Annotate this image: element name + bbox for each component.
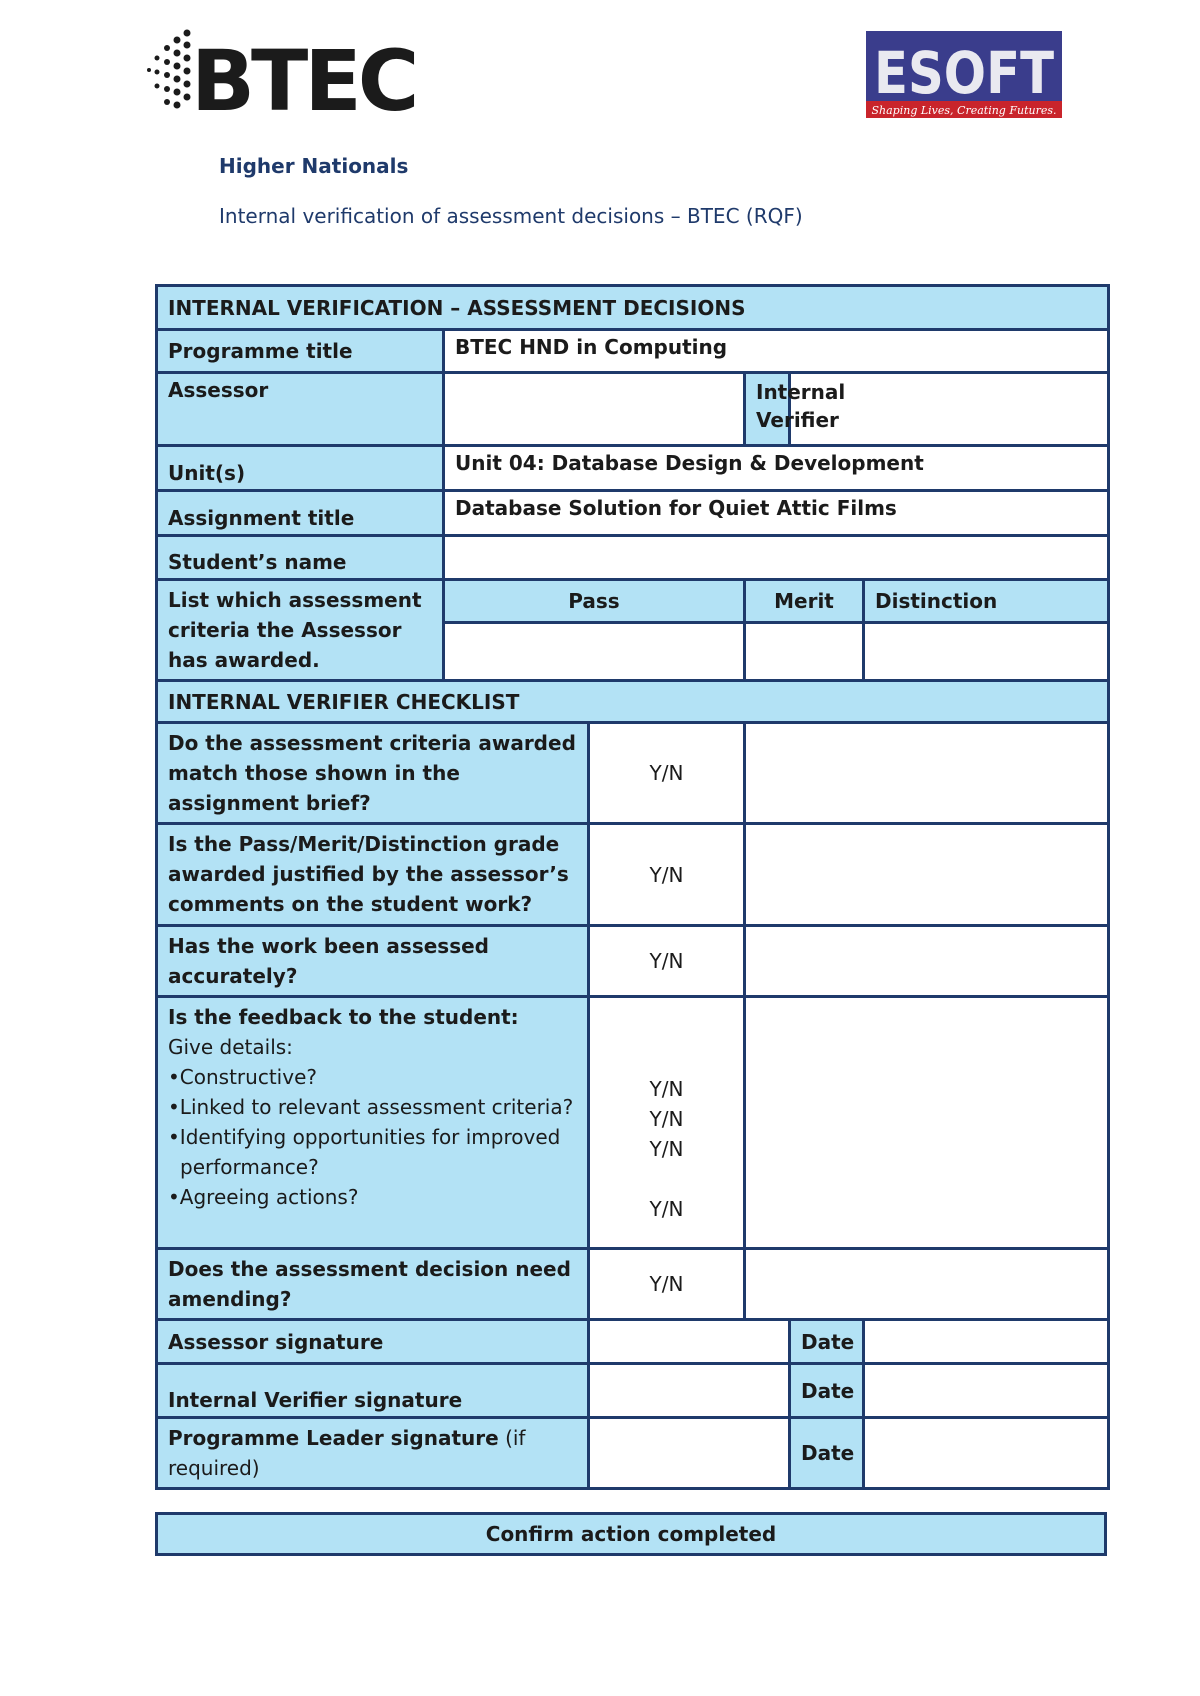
student-name-field[interactable]: [444, 536, 1109, 580]
assessor-label: Assessor: [157, 373, 444, 446]
checklist-q4: [157, 997, 589, 1249]
assignment-title-label: Assignment title: [157, 491, 444, 536]
programme-leader-signature-text: Programme Leader signature: [168, 1426, 499, 1450]
confirm-action-completed[interactable]: Confirm action completed: [155, 1512, 1107, 1556]
checklist-q3-yn[interactable]: Y/N: [589, 926, 745, 997]
distinction-criteria-field[interactable]: [864, 623, 1109, 681]
checklist-q2: Is the Pass/Merit/Distinction grade awarded justified by the assessor’s comments on the student work?: [157, 824, 589, 926]
checklist-q3: Has the work been assessed accurately?: [157, 926, 589, 997]
esoft-logo-text: ESOFT: [874, 39, 1055, 107]
assessor-field[interactable]: [444, 373, 745, 446]
programme-leader-signature-field[interactable]: [589, 1418, 790, 1489]
programme-leader-signature-note: (if required): [168, 1426, 526, 1480]
checklist-q4-yn-constructive[interactable]: Y/N: [649, 1077, 684, 1101]
internal-verifier-signature-label: Internal Verifier signature: [157, 1364, 589, 1418]
esoft-tagline: Shaping Lives, Creating Futures.: [871, 104, 1057, 117]
checklist-q4-yn-group: [589, 997, 745, 1249]
assessor-signature-label: Assessor signature: [157, 1320, 589, 1364]
checklist-q5-yn[interactable]: Y/N: [589, 1249, 745, 1320]
programme-leader-date-field[interactable]: [864, 1418, 1109, 1489]
checklist-q4-yn-actions[interactable]: Y/N: [649, 1197, 684, 1221]
section-heading-assessment-decisions: INTERNAL VERIFICATION – ASSESSMENT DECISIONS: [157, 286, 1109, 330]
checklist-q5: Does the assessment decision need amending?: [157, 1249, 589, 1320]
internal-verifier-label: Internal Verifier: [745, 373, 790, 446]
checklist-q4-yn-linked[interactable]: Y/N: [649, 1107, 684, 1131]
programme-title-label: Programme title: [157, 330, 444, 373]
merit-criteria-field[interactable]: [745, 623, 864, 681]
programme-leader-date-label: Date: [790, 1418, 864, 1489]
distinction-column-header: Distinction: [864, 580, 1109, 623]
btec-logo: [145, 28, 416, 130]
checklist-q4-comment[interactable]: [745, 997, 1109, 1249]
checklist-q1-comment[interactable]: [745, 723, 1109, 824]
pass-criteria-field[interactable]: [444, 623, 745, 681]
units-value[interactable]: Unit 04: Database Design & Development: [444, 446, 1109, 491]
internal-verifier-date-field[interactable]: [864, 1364, 1109, 1418]
btec-logo-text: BTEC: [191, 32, 416, 130]
assessor-date-field[interactable]: [864, 1320, 1109, 1364]
checklist-q4-subtitle: Give details:: [168, 1035, 293, 1059]
checklist-q4-item: •Identifying opportunities for improved performance?: [168, 1125, 561, 1179]
criteria-awarded-label: List which assessment criteria the Assessor has awarded.: [157, 580, 444, 681]
checklist-q4-title: Is the feedback to the student:: [168, 1005, 519, 1029]
section-heading-verifier-checklist: INTERNAL VERIFIER CHECKLIST: [157, 681, 1109, 723]
programme-title-value[interactable]: BTEC HND in Computing: [444, 330, 1109, 373]
internal-verifier-signature-field[interactable]: [589, 1364, 790, 1418]
checklist-q2-yn[interactable]: Y/N: [589, 824, 745, 926]
checklist-q4-item: •Constructive?: [168, 1065, 317, 1089]
checklist-q1: Do the assessment criteria awarded match those shown in the assignment brief?: [157, 723, 589, 824]
assignment-title-value[interactable]: Database Solution for Quiet Attic Films: [444, 491, 1109, 536]
pass-column-header: Pass: [444, 580, 745, 623]
units-label: Unit(s): [157, 446, 444, 491]
internal-verifier-date-label: Date: [790, 1364, 864, 1418]
esoft-logo: [866, 31, 1062, 118]
checklist-q1-yn[interactable]: Y/N: [589, 723, 745, 824]
checklist-q4-item: •Agreeing actions?: [168, 1185, 359, 1209]
assessor-date-label: Date: [790, 1320, 864, 1364]
checklist-q4-item: •Linked to relevant assessment criteria?: [168, 1095, 574, 1119]
merit-column-header: Merit: [745, 580, 864, 623]
checklist-q4-yn-opportunities[interactable]: Y/N: [649, 1137, 684, 1161]
student-name-label: Student’s name: [157, 536, 444, 580]
checklist-q2-comment[interactable]: [745, 824, 1109, 926]
checklist-q3-comment[interactable]: [745, 926, 1109, 997]
page-title: Higher Nationals: [219, 154, 409, 178]
programme-leader-signature-label: [157, 1418, 589, 1489]
internal-verification-form: [155, 284, 1110, 1490]
assessor-signature-field[interactable]: [589, 1320, 790, 1364]
page-subtitle: Internal verification of assessment decisions – BTEC (RQF): [219, 204, 803, 228]
checklist-q5-comment[interactable]: [745, 1249, 1109, 1320]
